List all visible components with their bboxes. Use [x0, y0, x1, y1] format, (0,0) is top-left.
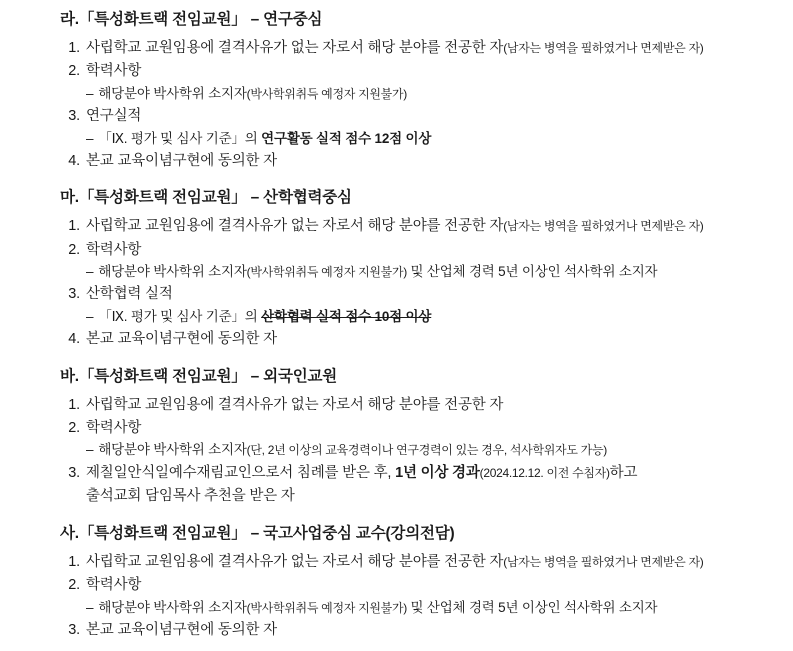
sub-item-main: 「Ⅸ. 평가 및 심사 기준」의 — [98, 130, 262, 146]
list-item-text: 학력사항 — [86, 419, 142, 436]
sub-item-main: 해당분야 박사학위 소지자 — [98, 85, 247, 101]
section-sa — [60, 524, 733, 642]
list-item-note: (남자는 병역을 필하였거나 면제받은 자) — [503, 219, 704, 234]
sub-item-tail: 및 산업체 경력 5년 이상인 석사학위 소지자 — [406, 264, 658, 280]
list-item-text: 본교 교육이념구현에 동의한 자 — [86, 331, 277, 348]
section-ba — [60, 367, 733, 508]
list-item-number: 2. — [68, 241, 80, 258]
list-item-text: 산학협력 실적 — [86, 286, 173, 303]
sub-item-note: (박사학위취득 예정자 지원불가) — [246, 600, 407, 615]
list-item-number: 4. — [68, 152, 80, 169]
sub-item — [60, 440, 733, 460]
sub-item-text — [98, 307, 733, 327]
list-item-text: 연구실적 — [86, 108, 142, 125]
sub-item — [60, 598, 733, 618]
sub-item-dash: – — [86, 130, 94, 146]
list-item-number: 1. — [68, 218, 80, 235]
requirement-list — [60, 394, 733, 508]
section-ma — [60, 188, 733, 350]
sub-item-main: 해당분야 박사학위 소지자 — [98, 442, 247, 458]
sub-item-dash: – — [86, 599, 94, 615]
list-item-text: 학력사항 — [86, 577, 142, 594]
list-item — [60, 105, 733, 127]
sub-item — [60, 262, 733, 282]
list-item-text: 사립학교 교원임용에 결격사유가 없는 자로서 해당 분야를 전공한 자 — [86, 396, 504, 413]
list-item-number: 3. — [68, 464, 80, 481]
list-item — [60, 37, 733, 59]
list-item-text — [86, 551, 733, 573]
list-item-continuation — [60, 485, 733, 507]
list-item — [60, 417, 733, 439]
section-ra — [60, 10, 733, 172]
list-item-text — [86, 462, 733, 484]
list-item — [60, 619, 733, 641]
list-item — [60, 328, 733, 350]
list-item — [60, 239, 733, 261]
list-item-note: (2024.12.12. 이전 수침자) — [479, 465, 610, 480]
list-item — [60, 60, 733, 82]
list-item-number: 1. — [68, 396, 80, 413]
list-item-text: 본교 교육이념구현에 동의한 자 — [86, 621, 277, 638]
list-item-note: (남자는 병역을 필하였거나 면제받은 자) — [503, 554, 704, 569]
list-item-number: 2. — [68, 63, 80, 80]
list-item — [60, 283, 733, 305]
section-heading: 바.「특성화트랙 전임교원」 – 외국인교원 — [60, 367, 338, 385]
sub-item-tail: 및 산업체 경력 5년 이상인 석사학위 소지자 — [406, 599, 658, 615]
list-item-number: 3. — [68, 286, 80, 303]
list-item-number: 2. — [68, 577, 80, 594]
sub-item-dash: – — [86, 308, 94, 324]
sub-item-dash: – — [86, 85, 94, 101]
section-heading: 사.「특성화트랙 전임교원」 – 국고사업중심 교수(강의전담) — [60, 524, 455, 542]
list-item-main: 제칠일안식일예수재림교인으로서 침례를 받은 후, — [86, 464, 396, 481]
sub-item-dash: – — [86, 264, 94, 280]
requirement-list — [60, 215, 733, 350]
sub-item-main: 「Ⅸ. 평가 및 심사 기준」의 — [98, 308, 262, 324]
list-item — [60, 574, 733, 596]
sub-item-text — [98, 129, 733, 149]
list-item-text — [86, 215, 733, 237]
sub-item-text — [98, 440, 733, 460]
list-item-number: 1. — [68, 553, 80, 570]
list-item-number: 4. — [68, 331, 80, 348]
list-item-number: 3. — [68, 621, 80, 638]
list-item-note: (남자는 병역을 필하였거나 면제받은 자) — [503, 40, 704, 55]
list-item-tail: 하고 — [609, 464, 638, 481]
list-item-number: 3. — [68, 108, 80, 125]
sub-item-text — [98, 262, 733, 282]
list-item-main: 사립학교 교원임용에 결격사유가 없는 자로서 해당 분야를 전공한 자 — [86, 39, 504, 56]
list-item-text: 본교 교육이념구현에 동의한 자 — [86, 152, 277, 169]
sub-item-main: 해당분야 박사학위 소지자 — [98, 264, 247, 280]
list-item — [60, 551, 733, 573]
sub-item-text — [98, 598, 733, 618]
sub-item-note: (단, 2년 이상의 교육경력이나 연구경력이 있는 경우, 석사학위자도 가능) — [246, 443, 607, 458]
list-item-text: 학력사항 — [86, 63, 142, 80]
sub-item-note: (박사학위취득 예정자 지원불가) — [246, 86, 407, 101]
list-item-text — [86, 37, 733, 59]
sub-item-text — [98, 84, 733, 104]
sub-item — [60, 307, 733, 327]
section-heading: 마.「특성화트랙 전임교원」 – 산학협력중심 — [60, 189, 352, 207]
list-item — [60, 462, 733, 484]
list-item — [60, 150, 733, 172]
sub-item-dash: – — [86, 442, 94, 458]
sub-item-emphasis: 연구활동 실적 점수 12점 이상 — [261, 130, 432, 146]
section-heading: 라.「특성화트랙 전임교원」 – 연구중심 — [60, 11, 323, 28]
sub-item — [60, 129, 733, 149]
list-item-main: 사립학교 교원임용에 결격사유가 없는 자로서 해당 분야를 전공한 자 — [86, 553, 504, 570]
requirement-list — [60, 551, 733, 642]
sub-item-emphasis-struck: 산학협력 실적 점수 10점 이상 — [261, 308, 432, 324]
list-item — [60, 394, 733, 416]
list-item-text: 출석교회 담임목사 추천을 받은 자 — [86, 488, 295, 505]
sub-item — [60, 84, 733, 104]
sub-item-main: 해당분야 박사학위 소지자 — [98, 599, 247, 615]
list-item-main: 사립학교 교원임용에 결격사유가 없는 자로서 해당 분야를 전공한 자 — [86, 218, 504, 235]
sub-item-note: (박사학위취득 예정자 지원불가) — [246, 265, 407, 280]
list-item — [60, 215, 733, 237]
list-item-emphasis: 1년 이상 경과 — [395, 464, 480, 481]
list-item-text: 학력사항 — [86, 241, 142, 258]
requirement-list — [60, 37, 733, 172]
list-item-number: 2. — [68, 419, 80, 436]
list-item-number: 1. — [68, 39, 80, 56]
